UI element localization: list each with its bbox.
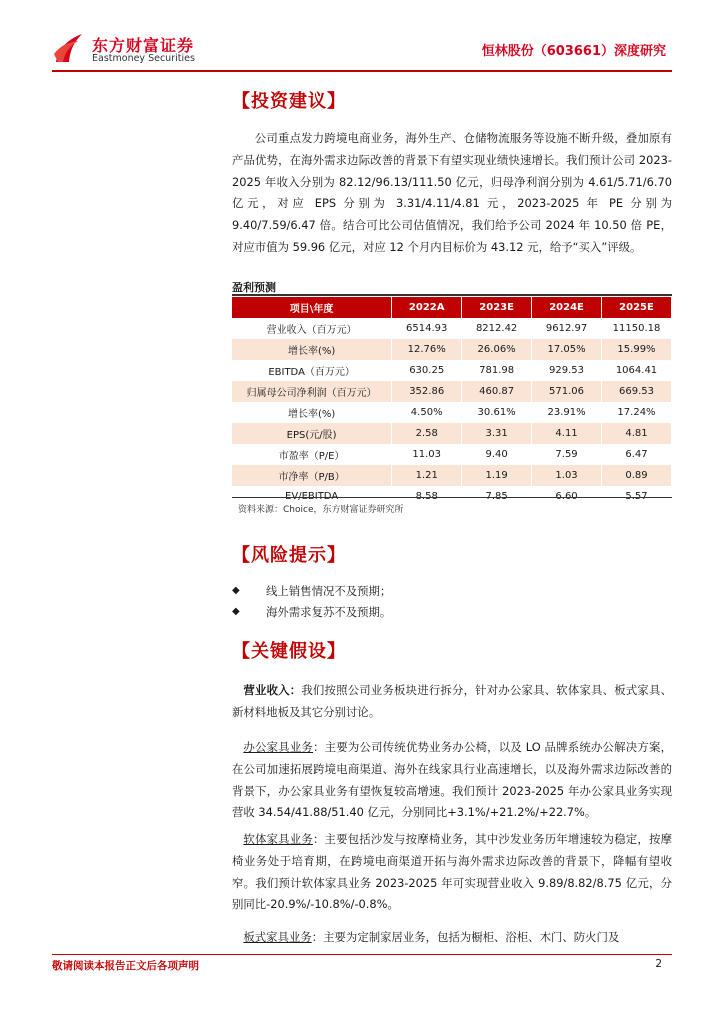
- table-row: [232, 318, 672, 339]
- table-row: [232, 465, 672, 486]
- risk-item-text: 海外需求复苏不及预期。: [266, 604, 392, 619]
- page-number: 2: [655, 958, 662, 970]
- table-cell: 1064.41: [602, 360, 672, 381]
- table-cell: 12.76%: [392, 339, 462, 360]
- row-label: EPS(元/股): [232, 423, 392, 444]
- table-cell: 23.91%: [532, 402, 602, 423]
- table-cell: 26.06%: [462, 339, 532, 360]
- diamond-bullet-icon: ◆: [232, 606, 240, 617]
- row-label: EBITDA（百万元）: [232, 360, 392, 381]
- table-cell: 4.81: [602, 423, 672, 444]
- table-cell: 0.89: [602, 465, 672, 486]
- table-cell: 2.58: [392, 423, 462, 444]
- revenue-text: 我们按照公司业务板块进行拆分，针对办公家具、软体家具、板式家具、新材料地板及其它分别讨论。: [232, 683, 672, 719]
- footer-divider: [52, 954, 672, 955]
- table-cell: 4.11: [532, 423, 602, 444]
- table-row: [232, 402, 672, 423]
- forecast-table: [232, 297, 672, 507]
- table-cell: 17.05%: [532, 339, 602, 360]
- table-cell: 7.59: [532, 444, 602, 465]
- diamond-bullet-icon: ◆: [232, 585, 240, 596]
- risk-list: [232, 580, 391, 622]
- table-cell: 9.40: [462, 444, 532, 465]
- row-label: 市净率（P/B）: [232, 465, 392, 486]
- table-cell: 1.21: [392, 465, 462, 486]
- table-header-cell: 2024E: [532, 297, 602, 318]
- table-source-note: 资料来源：Choice，东方财富证券研究所: [238, 505, 404, 515]
- soft-text: ：主要包括沙发与按摩椅业务，其中沙发业务历年增速较为稳定，按摩椅业务处于培育期，在跨境电商渠道开拓与海外需求边际改善的背景下，降幅有望收窄。我们预计软体家具业务 2023-2025 年可实现营业收入 9.89/8.82/8.75 亿元，分别同比-20.9%/-10.8%/-0.8%。: [232, 832, 672, 912]
- table-cell: 3.31: [462, 423, 532, 444]
- table-cell: 929.53: [532, 360, 602, 381]
- table-cell: 4.50%: [392, 402, 462, 423]
- table-cell: 630.25: [392, 360, 462, 381]
- table-cell: 460.87: [462, 381, 532, 402]
- table-header-cell: 2025E: [602, 297, 672, 318]
- table-cell: 1.19: [462, 465, 532, 486]
- row-label: 营业收入（百万元）: [232, 318, 392, 339]
- row-label: 增长率(%): [232, 402, 392, 423]
- soft-paragraph: [232, 829, 672, 916]
- table-cell: 17.24%: [602, 402, 672, 423]
- office-text: ：主要为公司传统优势业务办公椅，以及 LO 品牌系统办公解决方案，在公司加速拓展跨境电商渠道、海外在线家具行业高速增长，以及海外需求边际改善的背景下，办公家具业务有望恢复较高增速。我们预计 2023-2025 年办公家具业务实现营收 34.54/41.88/51.40 亿元，分别同比+3.1%/+21.2%/+22.7%。: [232, 740, 672, 820]
- table-cell: 8212.42: [462, 318, 532, 339]
- row-label: 市盈率（P/E）: [232, 444, 392, 465]
- table-header-cell: 2023E: [462, 297, 532, 318]
- section-title-risk: 【风险提示】: [232, 545, 346, 566]
- table-cell: 352.86: [392, 381, 462, 402]
- table-header-cell: 2022A: [392, 297, 462, 318]
- table-cell: 11150.18: [602, 318, 672, 339]
- row-label: 归属母公司净利润（百万元）: [232, 381, 392, 402]
- table-cell: 15.99%: [602, 339, 672, 360]
- table-cell: 571.06: [532, 381, 602, 402]
- panel-paragraph: [232, 927, 672, 949]
- forecast-table-title: 盈利预测: [232, 281, 276, 294]
- table-cell: 781.98: [462, 360, 532, 381]
- office-paragraph: [232, 737, 672, 824]
- report-title: 恒林股份（603661）深度研究: [481, 44, 666, 59]
- section-title-investment: 【投资建议】: [232, 91, 346, 112]
- list-item: [232, 580, 391, 601]
- table-row: [232, 360, 672, 381]
- soft-lead: 软体家具业务: [243, 832, 313, 846]
- table-cell: 30.61%: [462, 402, 532, 423]
- row-label: 增长率(%): [232, 339, 392, 360]
- panel-lead: 板式家具业务: [243, 930, 312, 944]
- table-bottom-rule: [232, 497, 672, 498]
- panel-text: ：主要为定制家居业务，包括为橱柜、浴柜、木门、防火门及: [311, 930, 620, 944]
- table-row: [232, 381, 672, 402]
- list-item: [232, 601, 391, 622]
- footer-disclaimer: 敬请阅读本报告正文后各项声明: [52, 960, 199, 972]
- table-row: [232, 339, 672, 360]
- office-lead: 办公家具业务: [243, 740, 314, 754]
- table-row: [232, 444, 672, 465]
- revenue-lead: 营业收入：: [243, 683, 302, 697]
- eastmoney-logo: [52, 30, 252, 70]
- logo-text-en: Eastmoney Securities: [92, 53, 195, 64]
- table-header-row: [232, 297, 672, 318]
- table-cell: 1.03: [532, 465, 602, 486]
- table-cell: 11.03: [392, 444, 462, 465]
- revenue-paragraph: [232, 680, 672, 724]
- investment-paragraph: 公司重点发力跨境电商业务，海外生产、仓储物流服务等设施不断升级，叠加原有产品优势，在海外需求边际改善的背景下有望实现业绩快速增长。我们预计公司 2023-2025 年收入分别为 82.12/96.13/111.50 亿元，归母净利润分别为 4.61/5.71/6.70 亿元，对应 EPS 分别为 3.31/4.11/4.81 元，2023-2025 年 PE 分别为 9.40/7.59/6.47 倍。结合可比公司估值情况，我们给予公司 2024 年 10.50 倍 PE，对应市值为 59.96 亿元，对应 12 个月内目标价为 43.12 元，给予“买入”评级。: [232, 131, 672, 254]
- table-header-cell: 项目\年度: [232, 297, 392, 318]
- risk-item-text: 线上销售情况不及预期；: [266, 583, 392, 598]
- table-cell: 9612.97: [532, 318, 602, 339]
- page-header: [0, 0, 724, 70]
- table-cell: 669.53: [602, 381, 672, 402]
- table-top-rule: [232, 294, 672, 296]
- table-row: [232, 423, 672, 444]
- table-cell: 6.47: [602, 444, 672, 465]
- header-divider: [52, 70, 672, 72]
- logo-text-cn: 东方财富证券: [92, 36, 195, 55]
- section-title-assumptions: 【关键假设】: [232, 641, 346, 662]
- table-cell: 6514.93: [392, 318, 462, 339]
- eastmoney-logo-icon: [52, 32, 86, 64]
